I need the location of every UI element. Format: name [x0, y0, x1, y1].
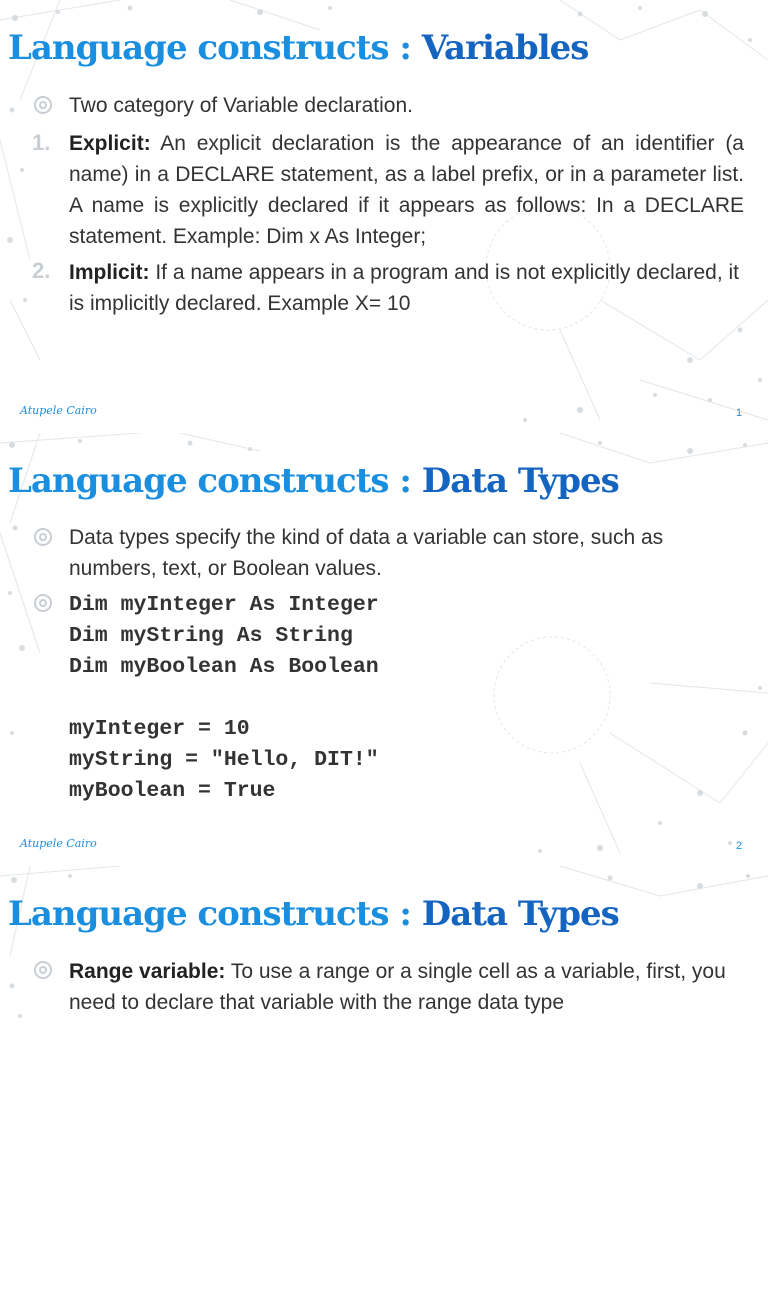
title-prefix: Language constructs : [8, 28, 422, 68]
term-description: If a name appears in a program and is not explicitly declared, it is implicitly declared. Example X= 10 [69, 261, 739, 315]
title-keyword: Data Types [421, 461, 619, 501]
item-number: 2. [32, 258, 51, 283]
bullet-circle-icon [34, 528, 52, 546]
author-footer: Atupele Cairo [20, 837, 97, 850]
term-label: Range variable: [69, 960, 226, 983]
page-number: 2 [736, 840, 743, 852]
term-description: An explicit declaration is the appearance of an identifier (a name) in a DECLARE statement, as a label prefix, or in a parameter list. A name is explicitly declared if it appears as follows: In a DECLARE statement. Example: Dim x As Integer; [69, 132, 744, 248]
term-label: Explicit: [69, 132, 151, 155]
slide-title [8, 894, 619, 934]
term-label: Implicit: [69, 261, 150, 284]
implicit-definition [69, 257, 744, 319]
item-number: 1. [32, 130, 51, 155]
bullet-circle-icon [34, 961, 52, 979]
range-variable-text [69, 956, 744, 1018]
slide-2 [0, 433, 768, 866]
explicit-definition [69, 128, 744, 252]
page-number: 1 [736, 407, 743, 419]
author-footer: Atupele Cairo [20, 404, 97, 417]
slide-1 [0, 0, 768, 433]
bullet-circle-icon [34, 96, 52, 114]
slide-title [8, 461, 619, 501]
title-keyword: Variables [421, 28, 589, 68]
title-prefix: Language constructs : [8, 894, 422, 934]
code-sample: Dim myInteger As Integer Dim myString As String Dim myBoolean As Boolean myInteger = 10 myString = "Hello, DIT!" myBoolean = True [69, 593, 379, 803]
intro-text: Two category of Variable declaration. [69, 94, 413, 117]
slide-3 [0, 866, 768, 1299]
bullet-circle-icon [34, 594, 52, 612]
slide-title [8, 28, 588, 68]
intro-text: Data types specify the kind of data a variable can store, such as numbers, text, or Boolean values. [69, 526, 664, 580]
term-description: To use a range or a single cell as a variable, first, you need to declare that variable with the range data type [69, 960, 726, 1014]
title-keyword: Data Types [421, 894, 619, 934]
title-prefix: Language constructs : [8, 461, 422, 501]
